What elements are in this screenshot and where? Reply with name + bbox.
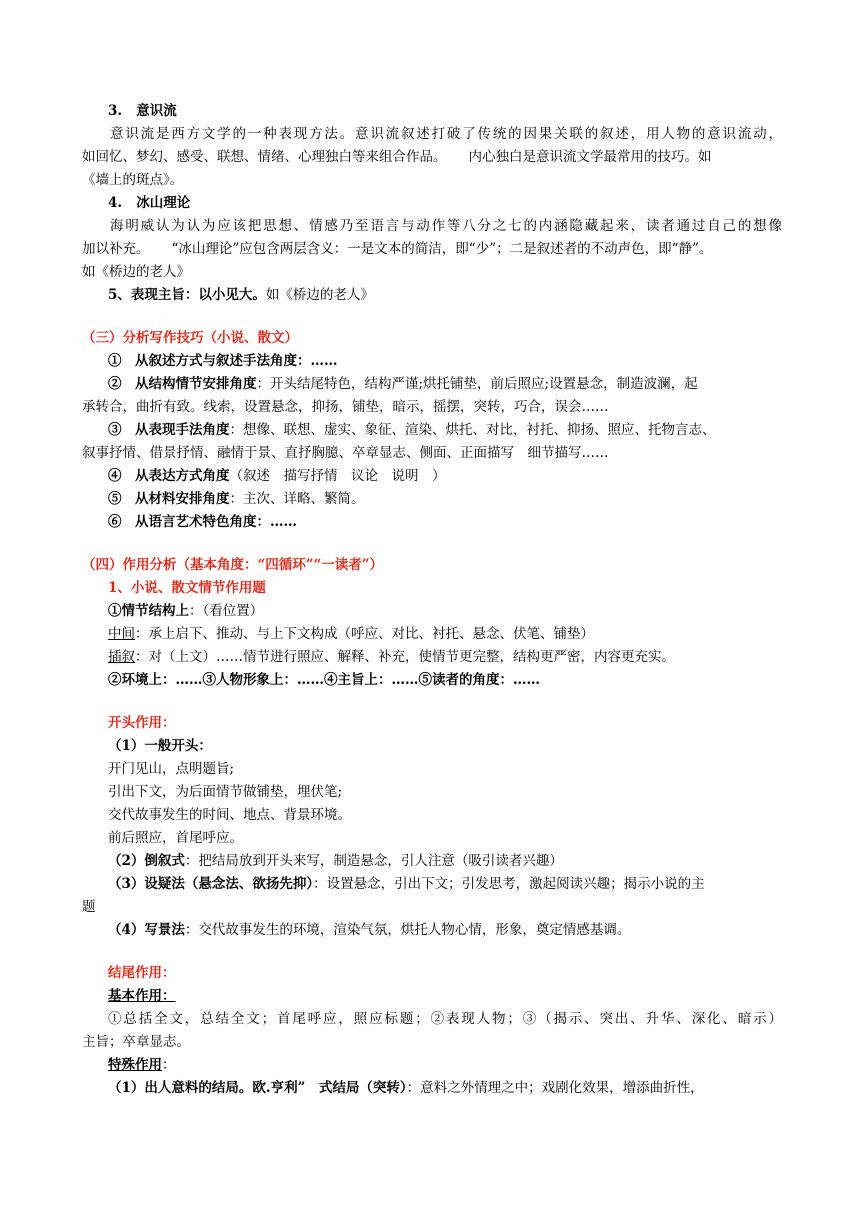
ending-basic-cont: 主旨；卒章显志。 — [82, 1034, 190, 1050]
opening-item — [82, 919, 782, 942]
paragraph-text: 内心独白是意识流文学最常用的技巧。如 — [468, 149, 712, 165]
plot-underlined-label: 中间 — [108, 626, 135, 642]
spacer — [82, 942, 782, 962]
opening-cont: 题 — [82, 899, 96, 915]
opening-item: （1）一般开头： — [108, 738, 212, 754]
plot-line — [82, 600, 782, 623]
opening-title: 开头作用： — [108, 715, 176, 731]
technique-text: （叙述 描写抒情 议论 说明 ） — [229, 468, 446, 484]
opening-text: ：设置悬念，引出下文；引发思考，激起阅读兴趣；揭示小说的主 — [313, 876, 705, 892]
technique-label: ③ 从表现手法角度 — [108, 422, 230, 438]
plot-line: ②环境上：……③人物形象上：……④主旨上：……⑤读者的角度：…… — [108, 672, 540, 688]
opening-point: 引出下文，为后面情节做铺垫，埋伏笔; — [108, 784, 343, 800]
document-page — [82, 100, 782, 1100]
technique-text: ：想像、联想、虚实、象征、渲染、烘托、对比，衬托、抑扬、照应、托物言志、 — [229, 422, 716, 438]
paragraph-line: 《墙上的斑点》。 — [82, 172, 184, 188]
ending-special-label-line — [82, 1054, 782, 1077]
technique-item: ① 从叙述方式与叙述手法角度：…… — [108, 353, 338, 369]
theme-line — [82, 284, 782, 307]
ending-special-label: 特殊作用 — [108, 1057, 162, 1073]
technique-label: ⑤ 从材料安排角度 — [108, 491, 230, 507]
section-title-function-analysis: （四）作用分析（基本角度：“四循环”“一读者”） — [82, 557, 384, 573]
opening-label: （2）倒叙式 — [108, 853, 185, 869]
plot-text: ：承上启下、推动、与上下文构成（呼应、对比、衬托、悬念、伏笔、铺垫） — [135, 626, 594, 642]
subsection-title: 1、小说、散文情节作用题 — [108, 580, 266, 596]
section-title-writing-techniques: （三）分析写作技巧（小说、散文） — [82, 330, 298, 346]
ending-special-text: ：意料之外情理之中；戏剧化效果，增添曲折性， — [406, 1080, 704, 1096]
opening-label: （3）设疑法（悬念法、欲扬先抑） — [108, 876, 314, 892]
plot-line — [82, 646, 782, 669]
opening-text: ：把结局放到开头来写，制造悬念，引人注意（吸引读者兴趣） — [184, 853, 563, 869]
heading-number: 4. — [108, 195, 123, 211]
technique-label: ② 从结构情节安排角度 — [108, 376, 257, 392]
technique-cont: 叙事抒情、借景抒情、融情于景、直抒胸臆、卒章显志、侧面、正面描写 细节描写…… — [82, 445, 609, 461]
ending-basic-text: ①总括全文，总结全文；首尾呼应，照应标题；②表现人物；③（揭示、突出、升华、深化、暗示） — [108, 1011, 782, 1027]
opening-point: 交代故事发生的时间、地点、背景环境。 — [108, 807, 351, 823]
spacer — [82, 534, 782, 554]
plot-label: ①情节结构上 — [108, 603, 189, 619]
paragraph-text: 加以补充。 — [82, 241, 150, 257]
technique-item — [82, 465, 782, 488]
ending-special-colon: ： — [162, 1057, 176, 1073]
opening-item — [82, 873, 782, 896]
technique-label: ④ 从表达方式角度 — [108, 468, 230, 484]
paragraph-line: 如《桥边的老人》 — [82, 264, 190, 280]
heading-stream-of-consciousness — [82, 100, 782, 123]
paragraph-line — [82, 238, 782, 261]
ending-title: 结尾作用： — [108, 965, 176, 981]
paragraph-line: 意识流是西方文学的一种表现方法。意识流叙述打破了传统的因果关联的叙述，用人物的意识流动， — [110, 126, 782, 142]
plot-underlined-label: 插叙 — [108, 649, 135, 665]
plot-text: ：对（上文）……情节进行照应、解释、补充，使情节更完整，结构更严密，内容更充实。 — [135, 649, 675, 665]
technique-cont: 承转合，曲折有致。线索，设置悬念，抑扬，铺垫，暗示，摇摆，突转，巧合，误会…… — [82, 399, 609, 415]
opening-item — [82, 850, 782, 873]
paragraph-text: “冰山理论”应包含两层含义：一是文本的简洁，即“少”；二是叙述者的不动声色，即“静”。 — [171, 241, 713, 257]
technique-item: ⑥ 从语言艺术特色角度：…… — [108, 514, 297, 530]
opening-point: 前后照应，首尾呼应。 — [108, 830, 243, 846]
theme-text: 如《桥边的老人》 — [265, 287, 374, 303]
paragraph-line — [82, 146, 782, 169]
opening-text: ：交代故事发生的环境，渲染气氛，烘托人物心情，形象，奠定情感基调。 — [184, 922, 631, 938]
spacer — [82, 307, 782, 327]
paragraph-line: 海明威认为认为应该把思想、情感乃至语言与动作等八分之七的内涵隐藏起来，读者通过自己的想像 — [110, 218, 782, 234]
opening-point: 开门见山，点明题旨; — [108, 761, 235, 777]
heading-number: 3. — [108, 103, 123, 119]
ending-special-bold: （1）出人意料的结局。欧.亨利” 式结局（突转） — [108, 1080, 407, 1096]
plot-text: ：（看位置） — [189, 603, 264, 619]
opening-label: （4）写景法 — [108, 922, 185, 938]
ending-basic-label-line — [82, 985, 782, 1008]
plot-line — [82, 623, 782, 646]
technique-text: ：主次、详略、繁简。 — [229, 491, 365, 507]
technique-item — [82, 419, 782, 442]
technique-item — [82, 373, 782, 396]
heading-iceberg-theory — [82, 192, 782, 215]
technique-text: ：开头结尾特色，结构严谨;烘托铺垫，前后照应;设置悬念，制造波澜，起 — [256, 376, 698, 392]
paragraph-text: 如回忆、梦幻、感受、联想、情绪、心理独白等来组合作品。 — [82, 149, 447, 165]
spacer — [82, 692, 782, 712]
ending-special-item — [82, 1077, 782, 1100]
theme-bold: 5、表现主旨：以小见大。 — [108, 287, 266, 303]
heading-text: 意识流 — [136, 103, 177, 119]
technique-item — [82, 488, 782, 511]
heading-text: 冰山理论 — [136, 195, 191, 211]
ending-basic-label: 基本作用： — [108, 988, 176, 1004]
